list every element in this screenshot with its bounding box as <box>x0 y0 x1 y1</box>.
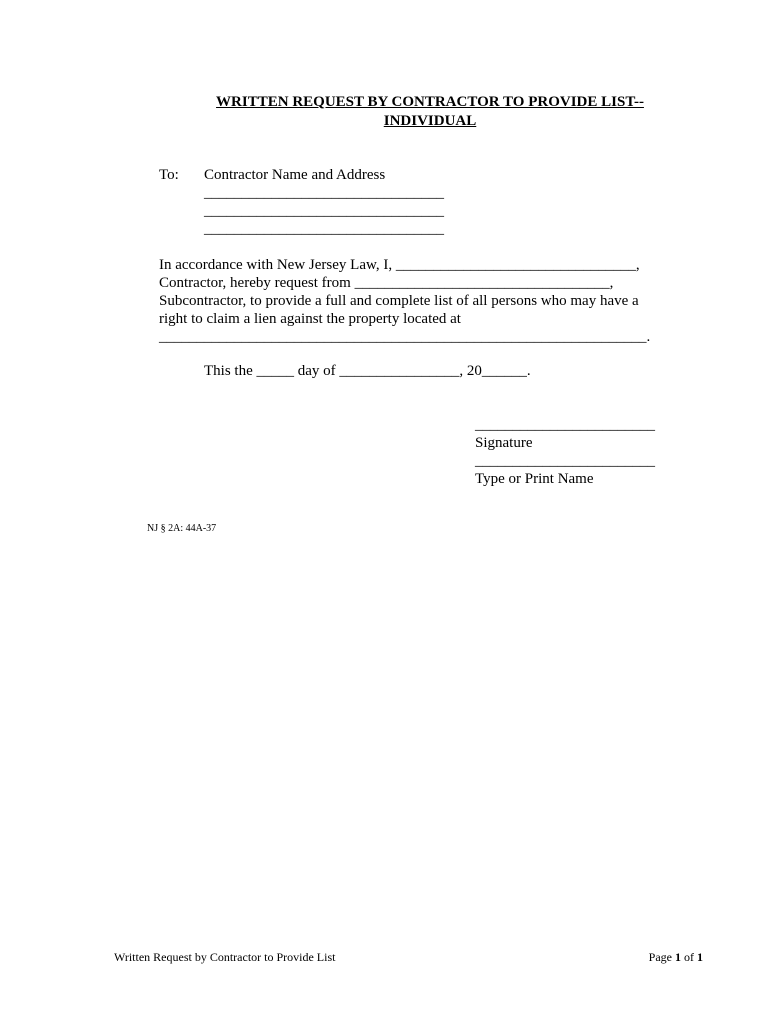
current-page: 1 <box>675 950 681 964</box>
paragraph-line: Subcontractor, to provide a full and complete list of all persons who may have a <box>159 293 639 309</box>
name-label: Type or Print Name <box>475 471 594 487</box>
recipient-heading: Contractor Name and Address <box>204 167 386 183</box>
total-pages: 1 <box>697 950 703 964</box>
request-paragraph <box>159 256 659 346</box>
document-title <box>160 93 700 131</box>
address-blank-line: ________________________________ <box>204 221 444 237</box>
date-line: This the _____ day of ________________, 20______. <box>204 363 531 379</box>
recipient-block <box>204 166 444 238</box>
title-line-2: INDIVIDUAL <box>383 113 477 129</box>
paragraph-line: _________________________________________________________________. <box>159 329 651 345</box>
page-number <box>649 950 703 964</box>
address-blank-line: ________________________________ <box>204 203 444 219</box>
address-blank-line: ________________________________ <box>204 185 444 201</box>
page-of: of <box>681 950 697 964</box>
signature-block <box>475 416 655 488</box>
signature-blank-line: ________________________ <box>475 417 655 433</box>
footer-document-title: Written Request by Contractor to Provide List <box>114 950 336 964</box>
page-prefix: Page <box>648 950 675 964</box>
paragraph-line: In accordance with New Jersey Law, I, ________________________________, <box>159 257 640 273</box>
signature-label: Signature <box>475 435 533 451</box>
to-label: To: <box>159 167 179 183</box>
paragraph-line: Contractor, hereby request from __________________________________, <box>159 275 614 291</box>
title-line-1: WRITTEN REQUEST BY CONTRACTOR TO PROVIDE LIST-- <box>216 94 644 110</box>
statute-citation: NJ § 2A: 44A-37 <box>147 523 217 534</box>
name-blank-line: ________________________ <box>475 453 655 469</box>
paragraph-line: right to claim a lien against the property located at <box>159 311 461 327</box>
